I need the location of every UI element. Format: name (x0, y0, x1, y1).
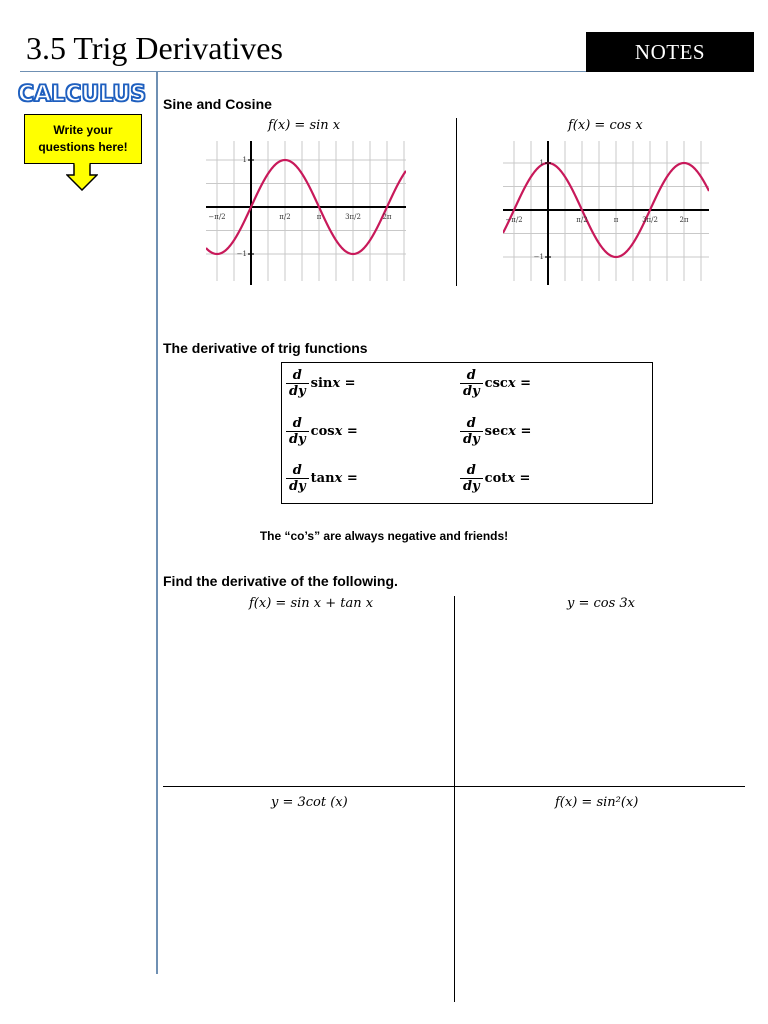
derivative-cot: $\frac{d}{dy}$ cot x = (460, 463, 530, 494)
cos-x-tick-label: 2π (679, 216, 689, 224)
notes-badge: NOTES (586, 32, 754, 72)
sin-graph (206, 133, 406, 285)
friends-note: The “co’s” are always negative and friends! (259, 529, 509, 543)
practice-heading: Find the derivative of the following. (163, 573, 398, 589)
sin-x-tick-label: 2π (382, 213, 392, 221)
derivative-sin: $\frac{d}{dy}$ sin x = (286, 368, 356, 399)
derivative-cos: $\frac{d}{dy}$ cos x = (286, 416, 358, 447)
derivative-table (281, 362, 653, 504)
problem-1: f(x) = sin x + tan x (249, 596, 374, 611)
problem-2: y = cos 3x (567, 596, 636, 611)
questions-callout (24, 114, 142, 164)
derivative-heading: The derivative of trig functions (163, 340, 368, 356)
sin-x-tick-label: π (316, 213, 322, 221)
title-underline (20, 71, 588, 72)
page-title: 3.5 Trig Derivatives (26, 30, 283, 66)
cos-x-tick-label: −π/2 (505, 216, 523, 224)
problem-4: f(x) = sin²(x) (555, 795, 639, 810)
cos-x-tick-label: π (613, 216, 619, 224)
callout-line-1: Write your (53, 123, 113, 137)
calculus-logo: CALCULUS (18, 82, 147, 107)
cos-graph-label: f(x) = cos x (568, 118, 643, 133)
sin-y-tick-label: 1 (242, 156, 247, 164)
problem-3: y = 3cot (x) (271, 795, 348, 810)
margin-rule (156, 72, 158, 974)
derivative-sec: $\frac{d}{dy}$ sec x = (460, 416, 531, 447)
graph-divider (456, 118, 457, 286)
derivative-tan: $\frac{d}{dy}$ tan x = (286, 463, 358, 494)
sin-y-tick-label: −1 (236, 250, 247, 258)
down-arrow-icon (66, 163, 98, 191)
practice-vertical-divider (454, 596, 455, 1002)
cos-y-tick-label: 1 (539, 159, 544, 167)
sin-x-tick-label: −π/2 (208, 213, 226, 221)
cos-graph (503, 133, 709, 285)
sine-cosine-heading: Sine and Cosine (163, 96, 272, 112)
sin-x-tick-label: π/2 (279, 213, 291, 221)
sin-x-tick-label: 3π/2 (345, 213, 361, 221)
practice-horizontal-divider (163, 786, 745, 787)
derivative-csc: $\frac{d}{dy}$ csc x = (460, 368, 531, 399)
callout-line-2: questions here! (38, 140, 128, 154)
cos-x-tick-label: π/2 (576, 216, 588, 224)
sin-graph-label: f(x) = sin x (268, 118, 341, 133)
cos-y-tick-label: −1 (533, 253, 544, 261)
cos-x-tick-label: 3π/2 (642, 216, 658, 224)
